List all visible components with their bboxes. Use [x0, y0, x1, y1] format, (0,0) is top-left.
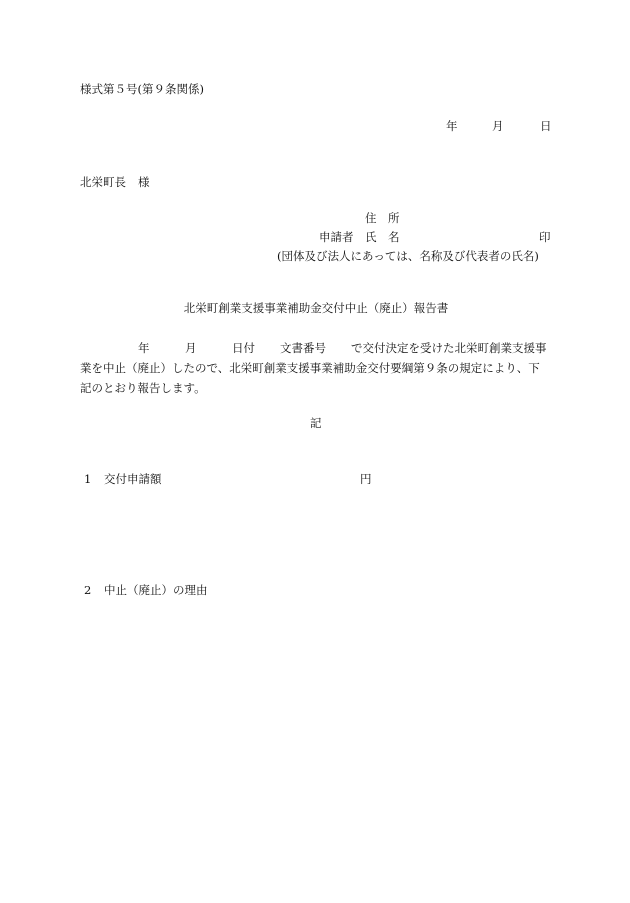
document-title: 北栄町創業支援事業補助金交付中止（廃止）報告書 [183, 301, 449, 315]
body-day: 日付 [232, 341, 255, 355]
body-line1-rest: で交付決定を受けた北栄町創業支援事 [351, 341, 547, 355]
body-line2: 業を中止（廃止）したので、北栄町創業支援事業補助金交付要綱第９条の規定により、下 [80, 361, 540, 375]
addressee-honorific: 様 [138, 175, 150, 189]
item-1-number: 1 [84, 472, 92, 486]
seal-mark: 印 [539, 230, 551, 244]
body-month: 月 [185, 341, 197, 355]
name-label: 氏 名 [365, 230, 400, 244]
item-1-label: 交付申請額 [104, 472, 162, 486]
ki-mark: 記 [310, 416, 322, 430]
item-1-unit: 円 [360, 472, 372, 486]
date-year: 年 [446, 119, 458, 133]
item-2-label: 中止（廃止）の理由 [104, 583, 208, 597]
applicant-note: (団体及び法人にあっては、名称及び代表者の氏名) [277, 249, 539, 263]
addressee-name: 北栄町長 [80, 175, 126, 189]
body-line3: 記のとおり報告します。 [80, 381, 206, 395]
item-2-number: 2 [84, 583, 92, 597]
form-number: 様式第５号(第９条関係) [80, 82, 204, 96]
body-doc-number: 文書番号 [280, 341, 326, 355]
applicant-role-label: 申請者 [319, 230, 354, 244]
address-label: 住 所 [365, 211, 400, 225]
date-day: 日 [540, 119, 552, 133]
body-year: 年 [138, 341, 150, 355]
date-month: 月 [492, 119, 504, 133]
